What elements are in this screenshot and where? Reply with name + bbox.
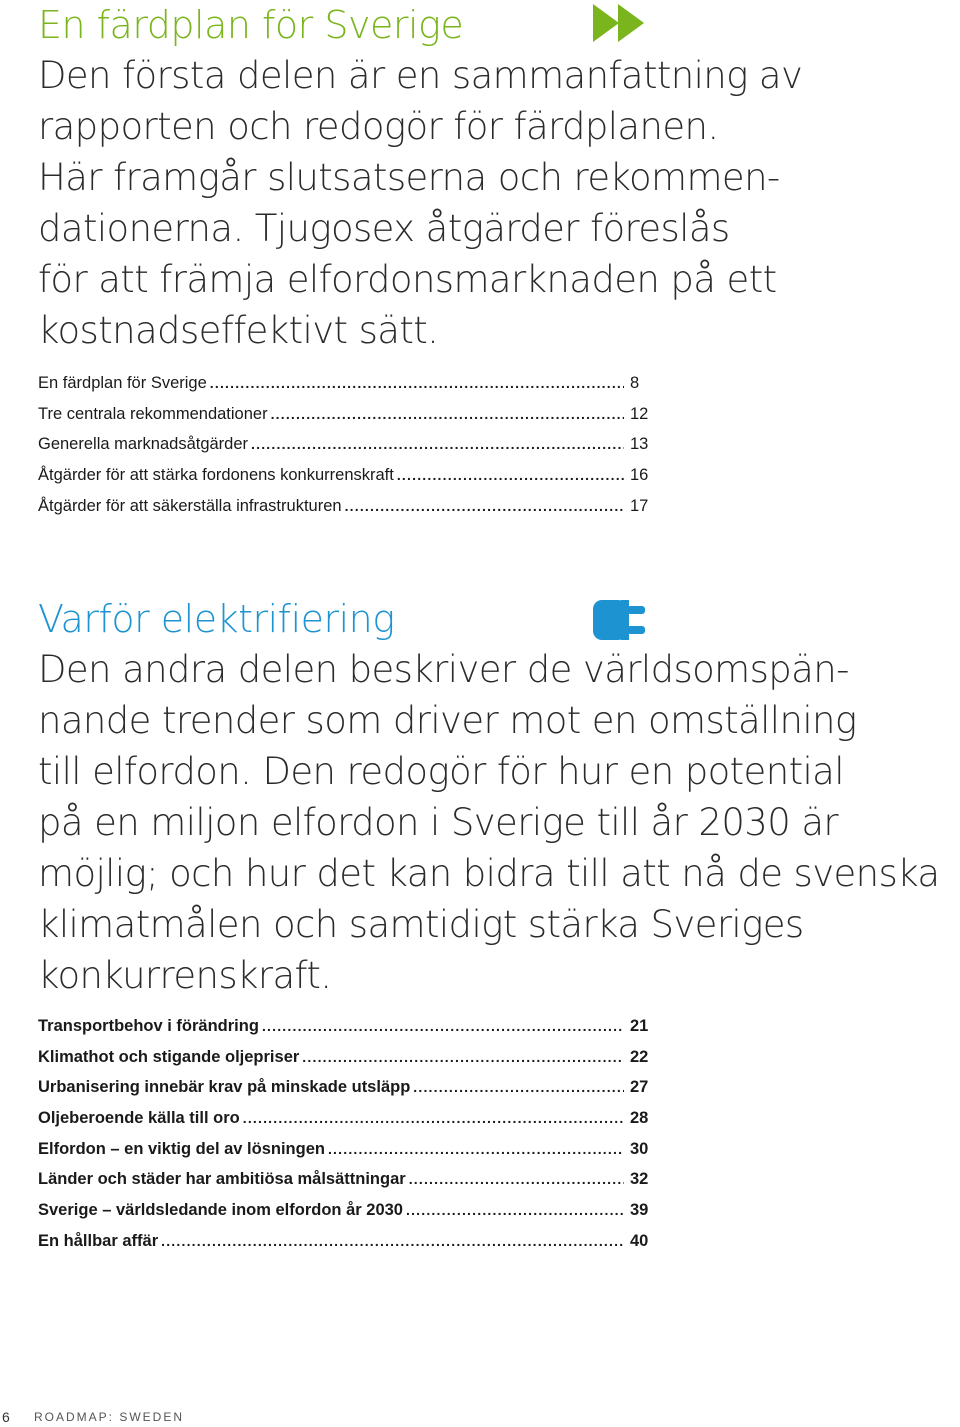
toc-page-number: 13: [630, 435, 649, 454]
toc-page-number: 22: [630, 1047, 649, 1066]
publication-title: ROADMAP: SWEDEN: [34, 1410, 185, 1424]
toc-leader: [251, 436, 624, 452]
toc-label: Klimathot och stigande oljepriser: [38, 1047, 300, 1066]
intro-line: dationerna. Tjugosex åtgärder föreslås: [38, 207, 730, 250]
fast-forward-icon: [591, 2, 647, 44]
intro-line: för att främja elfordonsmarknaden på ett: [38, 258, 777, 301]
toc-entry[interactable]: [38, 1140, 658, 1171]
toc-label: Transportbehov i förändring: [38, 1017, 259, 1035]
toc-entry[interactable]: [38, 497, 658, 528]
section-fardplan: [38, 0, 938, 527]
page-footer: [0, 1408, 184, 1426]
toc-entry[interactable]: [38, 1017, 658, 1048]
toc-leader: [409, 1171, 624, 1187]
toc-label: Generella marknadsåtgärder: [38, 435, 249, 454]
toc-page-number: 27: [630, 1078, 649, 1097]
toc-label: En hållbar affär: [38, 1231, 159, 1250]
intro-line: nande trender som driver mot en omställning: [38, 699, 857, 742]
toc-page-number: 21: [630, 1017, 649, 1035]
toc-page-number: 12: [630, 404, 649, 423]
table-of-contents: [38, 374, 658, 527]
section-title: Varför elektrifiering: [38, 597, 395, 641]
toc-entry[interactable]: [38, 405, 658, 436]
toc-label: En färdplan för Sverige: [38, 374, 207, 392]
toc-label: Oljeberoende källa till oro: [38, 1109, 240, 1128]
toc-page-number: 40: [630, 1231, 649, 1250]
toc-leader: [406, 1202, 624, 1218]
toc-leader: [328, 1141, 624, 1157]
toc-label: Sverige – världsledande inom elfordon år 2030: [38, 1201, 403, 1220]
intro-line: rapporten och redogör för färdplanen.: [38, 105, 719, 148]
section-intro: [38, 644, 958, 1001]
toc-page-number: 30: [630, 1139, 649, 1158]
toc-label: Tre centrala rekommendationer: [38, 404, 268, 423]
toc-entry[interactable]: [38, 1078, 658, 1109]
toc-leader: [345, 498, 624, 514]
toc-entry[interactable]: [38, 435, 658, 466]
intro-line: Den första delen är en sammanfattning av: [38, 54, 803, 97]
toc-leader: [397, 467, 624, 483]
intro-line: Här framgår slutsatserna och rekommen-: [38, 156, 780, 199]
toc-entry[interactable]: [38, 1048, 658, 1079]
toc-leader: [302, 1049, 624, 1065]
section-intro: [38, 50, 858, 356]
toc-label: Urbanisering innebär krav på minskade utsläpp: [38, 1078, 411, 1097]
toc-entry[interactable]: [38, 1201, 658, 1232]
intro-line: klimatmålen och samtidigt stärka Sveriges: [38, 903, 804, 946]
intro-line: på en miljon elfordon i Sverige till år 2030 är: [38, 801, 839, 844]
toc-page-number: 28: [630, 1109, 649, 1128]
toc-entry[interactable]: [38, 1109, 658, 1140]
toc-leader: [262, 1018, 624, 1034]
section-title: En färdplan för Sverige: [38, 3, 464, 47]
toc-leader: [271, 406, 624, 422]
toc-entry[interactable]: [38, 1170, 658, 1201]
toc-entry[interactable]: [38, 466, 658, 497]
page-number: 6: [2, 1409, 10, 1425]
toc-label: Åtgärder för att säkerställa infrastrukturen: [38, 496, 342, 515]
toc-leader: [243, 1110, 624, 1126]
toc-entry[interactable]: [38, 374, 658, 405]
toc-leader: [161, 1233, 624, 1249]
toc-label: Länder och städer har ambitiösa målsättningar: [38, 1170, 406, 1189]
toc-label: Åtgärder för att stärka fordonens konkurrenskraft: [38, 466, 394, 485]
toc-page-number: 39: [630, 1201, 649, 1220]
intro-line: konkurrenskraft.: [38, 954, 332, 997]
intro-line: kostnadseffektivt sätt.: [38, 309, 439, 352]
toc-leader: [413, 1079, 624, 1095]
intro-line: Den andra delen beskriver de världsomspän-: [38, 648, 849, 691]
toc-page-number: 17: [630, 496, 649, 515]
toc-page-number: 32: [630, 1170, 649, 1189]
toc-label: Elfordon – en viktig del av lösningen: [38, 1139, 325, 1158]
intro-line: till elfordon. Den redogör för hur en potential: [38, 750, 844, 793]
toc-page-number: 16: [630, 466, 649, 485]
toc-entry[interactable]: [38, 1232, 658, 1263]
intro-line: möjlig; och hur det kan bidra till att nå de svenska: [38, 852, 940, 895]
toc-page-number: 8: [630, 374, 640, 392]
plug-icon: [591, 598, 647, 642]
table-of-contents: [38, 1017, 658, 1263]
toc-leader: [210, 375, 624, 391]
section-varfor-elektrifiering: [38, 594, 938, 1263]
